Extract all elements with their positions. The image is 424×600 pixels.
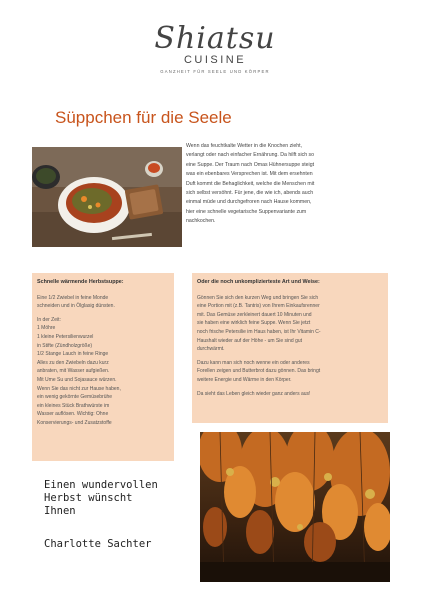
recipe-line: Wasser auflösen. Wichtig: Ohne — [37, 411, 109, 418]
recipe-box-quick-soup — [32, 273, 174, 461]
recipe-paragraph — [197, 294, 383, 354]
recipe-line: durchwärmt. — [197, 346, 225, 353]
soup-photo — [32, 147, 182, 247]
recipe-line: anbraten, mit Wasser aufgießen. — [37, 368, 110, 375]
recipe-line: 1/2 Stange Lauch in feine Ringe — [37, 351, 109, 358]
recipe-paragraph — [37, 316, 169, 428]
logo-tagline: GANZHEIT FÜR SEELE UND KÖRPER — [160, 69, 270, 74]
recipe-line: in Stifte (Zündholzgröße) — [37, 342, 93, 349]
intro-line: Duft kommt die Behaglichkeit, welche die Menschen mit — [186, 180, 315, 187]
intro-line: sich selbst versöhnt. Für jene, die wie ich, abends auch — [186, 190, 314, 197]
intro-line: einmal müde und durchgefroren nach Hause kommen, — [186, 199, 312, 206]
recipe-line: Haushalt wieder auf der Höhe - um Sie sind gut — [197, 337, 303, 344]
recipe-line: ein kleines Stück Brathwürste im — [37, 402, 110, 409]
recipe-line: Alles zu den Zwiebeln dazu kurz — [37, 359, 109, 366]
recipe-line: Mit Ume Su und Sojasauce würzen. — [37, 376, 117, 383]
recipe-line: 1 kleine Petersilienwurzel — [37, 333, 94, 340]
greeting-line: Ihnen — [44, 505, 76, 517]
recipe-paragraph — [37, 294, 169, 311]
recipe-line: weitere Energie und Wärme in den Körper. — [197, 376, 292, 383]
recipe-line: ein wenig gekörnte Gemüsebrühe — [37, 394, 113, 401]
recipe-line: Wenn Sie das nicht zur Hause haben, — [37, 385, 121, 392]
recipe-line: Forellen zeigen und Butterbrot dazu gönnen. Das bringt — [197, 368, 321, 375]
intro-line: nachkochen. — [186, 218, 216, 225]
recipe-box-heading: Oder die noch unkomplizierteste Art und Weise: — [197, 279, 320, 285]
recipe-box-simple-way — [192, 273, 388, 423]
page-title: Süppchen für die Seele — [55, 108, 232, 127]
greeting-line: Einen wundervollen — [44, 479, 158, 491]
brand-logo — [130, 21, 300, 86]
greeting-line: Herbst wünscht — [44, 492, 133, 504]
autumn-leaves-graphic — [200, 432, 390, 582]
recipe-line: schneiden und in Ölglasig dünsten. — [37, 303, 115, 310]
logo-script: Shiatsu — [154, 21, 276, 56]
recipe-line: Da sieht das Leben gleich wieder ganz anders aus! — [197, 390, 311, 397]
recipe-line: 1 Möhre — [37, 325, 56, 332]
recipe-line: Konservierungs- und Zusatzstoffe — [37, 419, 112, 426]
recipe-line: noch frische Petersilie im Haus haben, ist Ihr Vitamin C- — [197, 328, 321, 335]
recipe-line: sie haben eine wirklich feine Suppe. Wenn Sie jetzt — [197, 320, 311, 327]
logo-word: CUISINE — [183, 54, 247, 66]
recipe-line: eine Portion mit (z.B. Tantris) von Ihrem Einkaufsrenner — [197, 303, 320, 310]
intro-line: Wenn das feuchtkalte Wetter in die Knochen zieht, — [186, 143, 303, 149]
recipe-box-heading: Schnelle wärmende Herbstsuppe: — [37, 279, 124, 285]
signature: Charlotte Sachter — [44, 538, 152, 550]
recipe-line: In der Zeit: — [37, 316, 61, 323]
soup-photo-graphic — [32, 147, 182, 247]
recipe-paragraph — [197, 359, 383, 385]
greeting — [44, 479, 194, 518]
intro-text — [186, 142, 386, 227]
recipe-line: mit. Das Gemüse zerkleinert dauert 10 Minuten und — [197, 311, 312, 318]
intro-line: hier eine schnelle vegetarische Suppenvariante zum — [186, 208, 307, 215]
recipe-line: Dazu kann man sich noch wenne ein oder anderes — [197, 359, 310, 366]
recipe-line: Gönnen Sie sich den kurzen Weg und bringen Sie sich — [197, 294, 319, 301]
intro-line: eine Suppe. Der Traum nach Omas Hühnersuppe steigt — [186, 161, 315, 168]
recipe-line: Eine 1/2 Zwiebel in feine Monde — [37, 294, 109, 301]
intro-line: verlangt oder nach einfacher Ernährung. Da hilft sich so — [186, 152, 315, 159]
intro-line: was ein ebenbares Versprechen ist. Mit dem ersehnten — [186, 171, 313, 178]
autumn-leaves-photo — [200, 432, 390, 582]
recipe-paragraph — [197, 390, 383, 399]
